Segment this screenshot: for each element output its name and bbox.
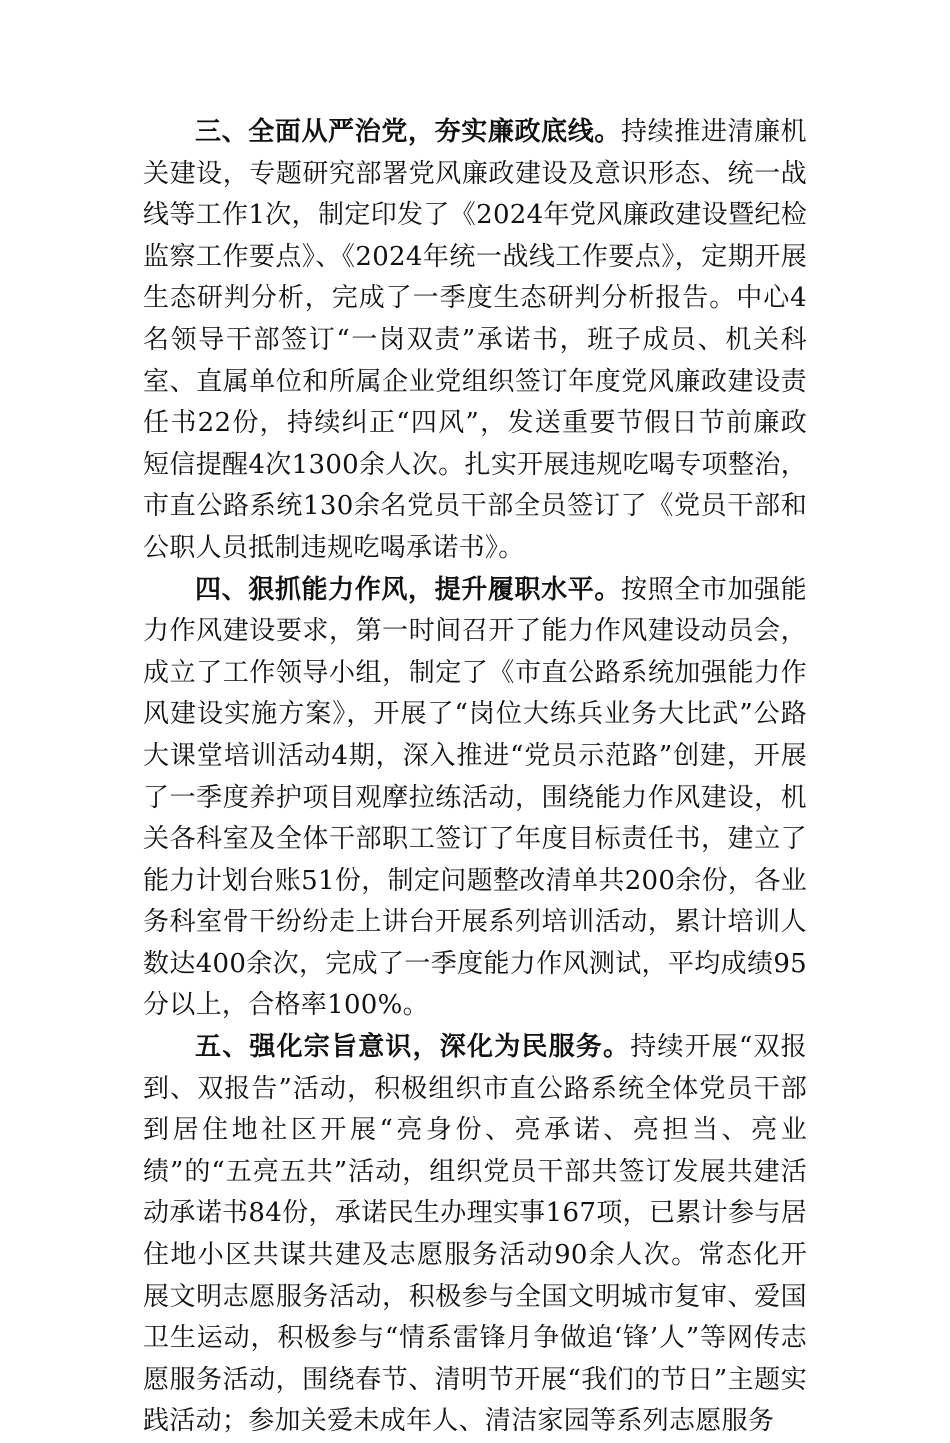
section-4-heading: 四、狠抓能力作风，提升履职水平。: [195, 574, 621, 605]
paragraph-section-4: [143, 570, 807, 1028]
section-5-heading: 五、强化宗旨意识，深化为民服务。: [195, 1032, 631, 1063]
section-5-body: 持续开展“双报到、双报告”活动，积极组织市直公路系统全体党员干部到居住地社区开展“亮身份、亮承诺、亮担当、亮业绩”的“五亮五共”活动，组织党员干部共签订发展共建活动承诺书84份，承诺民生办理实事167项，已累计参与居住地小区共谋共建及志愿服务活动90余人次。常态化开展文明志愿服务活动，积极参与全国文明城市复审、爱国卫生运动，积极参与“情系雷锋月争做追‘锋’人”等网传志愿服务活动，围绕春节、清明节开展“我们的节日”主题实践活动；参加关爱未成年人、清洁家园等系列志愿服务: [143, 1032, 807, 1437]
section-4-body: 按照全市加强能力作风建设要求，第一时间召开了能力作风建设动员会，成立了工作领导小组，制定了《市直公路系统加强能力作风建设实施方案》，开展了“岗位大练兵业务大比武”公路大课堂培训活动4期，深入推进“党员示范路”创建，开展了一季度养护项目观摩拉练活动，围绕能力作风建设，机关各科室及全体干部职工签订了年度目标责任书，建立了能力计划台账51份，制定问题整改清单共200余份，各业务科室骨干纷纷走上讲台开展系列培训活动，累计培训人数达400余次，完成了一季度能力作风测试，平均成绩95分以上，合格率100%。: [143, 574, 807, 1021]
section-3-body: 持续推进清廉机关建设，专题研究部署党风廉政建设及意识形态、统一战线等工作1次，制定印发了《2024年党风廉政建设暨纪检监察工作要点》、《2024年统一战线工作要点》，定期开展生态研判分析，完成了一季度生态研判分析报告。中心4名领导干部签订“一岗双责”承诺书，班子成员、机关科室、直属单位和所属企业党组织签订年度党风廉政建设责任书22份，持续纠正“四风”，发送重要节假日节前廉政短信提醒4次1300余人次。扎实开展违规吃喝专项整治，市直公路系统130余名党员干部全员签订了《党员干部和公职人员抵制违规吃喝承诺书》。: [143, 117, 807, 563]
paragraph-section-5: [143, 1027, 807, 1443]
paragraph-section-3: [143, 112, 807, 570]
section-3-heading: 三、全面从严治党，夯实廉政底线。: [195, 117, 621, 147]
document-body: [143, 112, 807, 1443]
